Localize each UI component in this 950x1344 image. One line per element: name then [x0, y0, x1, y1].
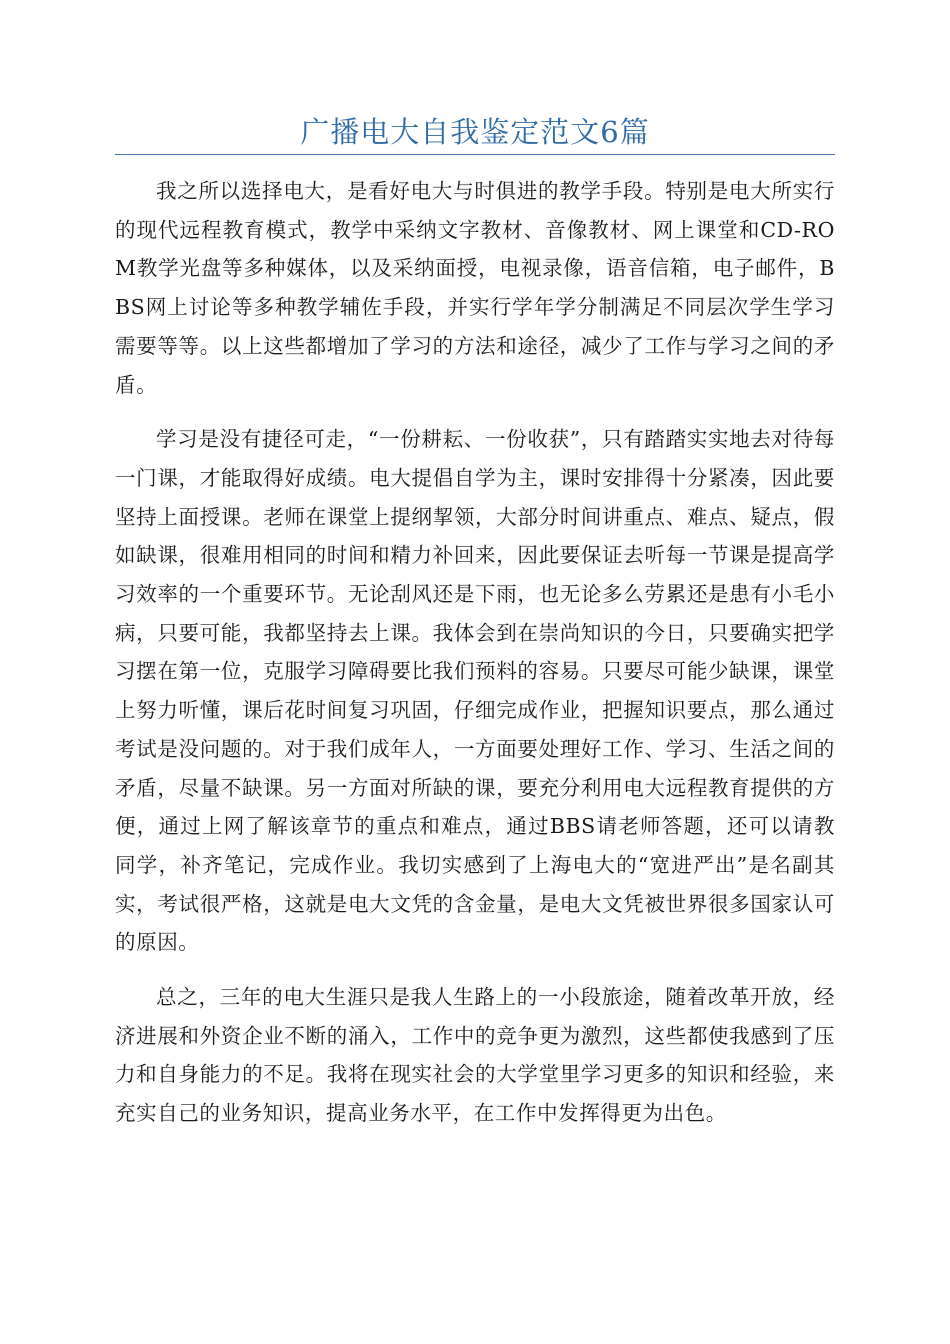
document-title: 广播电大自我鉴定范文6篇 [300, 115, 650, 149]
document-body [115, 172, 835, 1149]
paragraph-2: 学习是没有捷径可走，“一份耕耘、一份收获”，只有踏踏实实地去对待每一门课，才能取得好成绩。电大提倡自学为主，课时安排得十分紧凑，因此要坚持上面授课。老师在课堂上提纲挈领，大部分时间讲重点、难点、疑点，假如缺课，很难用相同的时间和精力补回来，因此要保证去听每一节课是提高学习效率的一个重要环节。无论刮风还是下雨，也无论多么劳累还是患有小毛小病，只要可能，我都坚持去上课。我体会到在崇尚知识的今日，只要确实把学习摆在第一位，克服学习障碍要比我们预料的容易。只要尽可能少缺课，课堂上努力听懂，课后花时间复习巩固，仔细完成作业，把握知识要点，那么通过考试是没问题的。对于我们成年人，一方面要处理好工作、学习、生活之间的矛盾，尽量不缺课。另一方面对所缺的课，要充分利用电大远程教育提供的方便，通过上网了解该章节的重点和难点，通过BBS请老师答题，还可以请教同学，补齐笔记，完成作业。我切实感到了上海电大的“宽进严出”是名副其实，考试很严格，这就是电大文凭的含金量，是电大文凭被世界很多国家认可的原因。 [115, 427, 835, 955]
title-underline [115, 154, 835, 155]
paragraph-3: 总之，三年的电大生涯只是我人生路上的一小段旅途，随着改革开放，经济进展和外资企业不断的涌入，工作中的竞争更为激烈，这些都使我感到了压力和自身能力的不足。我将在现实社会的大学堂里学习更多的知识和经验，来充实自己的业务知识，提高业务水平，在工作中发挥得更为出色。 [115, 985, 835, 1126]
paragraph-1: 我之所以选择电大，是看好电大与时俱进的教学手段。特别是电大所实行的现代远程教育模式，教学中采纳文字教材、音像教材、网上课堂和CD-ROM教学光盘等多种媒体，以及采纳面授，电视录像，语音信箱，电子邮件，BBS网上讨论等多种教学辅佐手段，并实行学年学分制满足不同层次学生学习需要等等。以上这些都增加了学习的方法和途径，减少了工作与学习之间的矛盾。 [115, 179, 835, 397]
